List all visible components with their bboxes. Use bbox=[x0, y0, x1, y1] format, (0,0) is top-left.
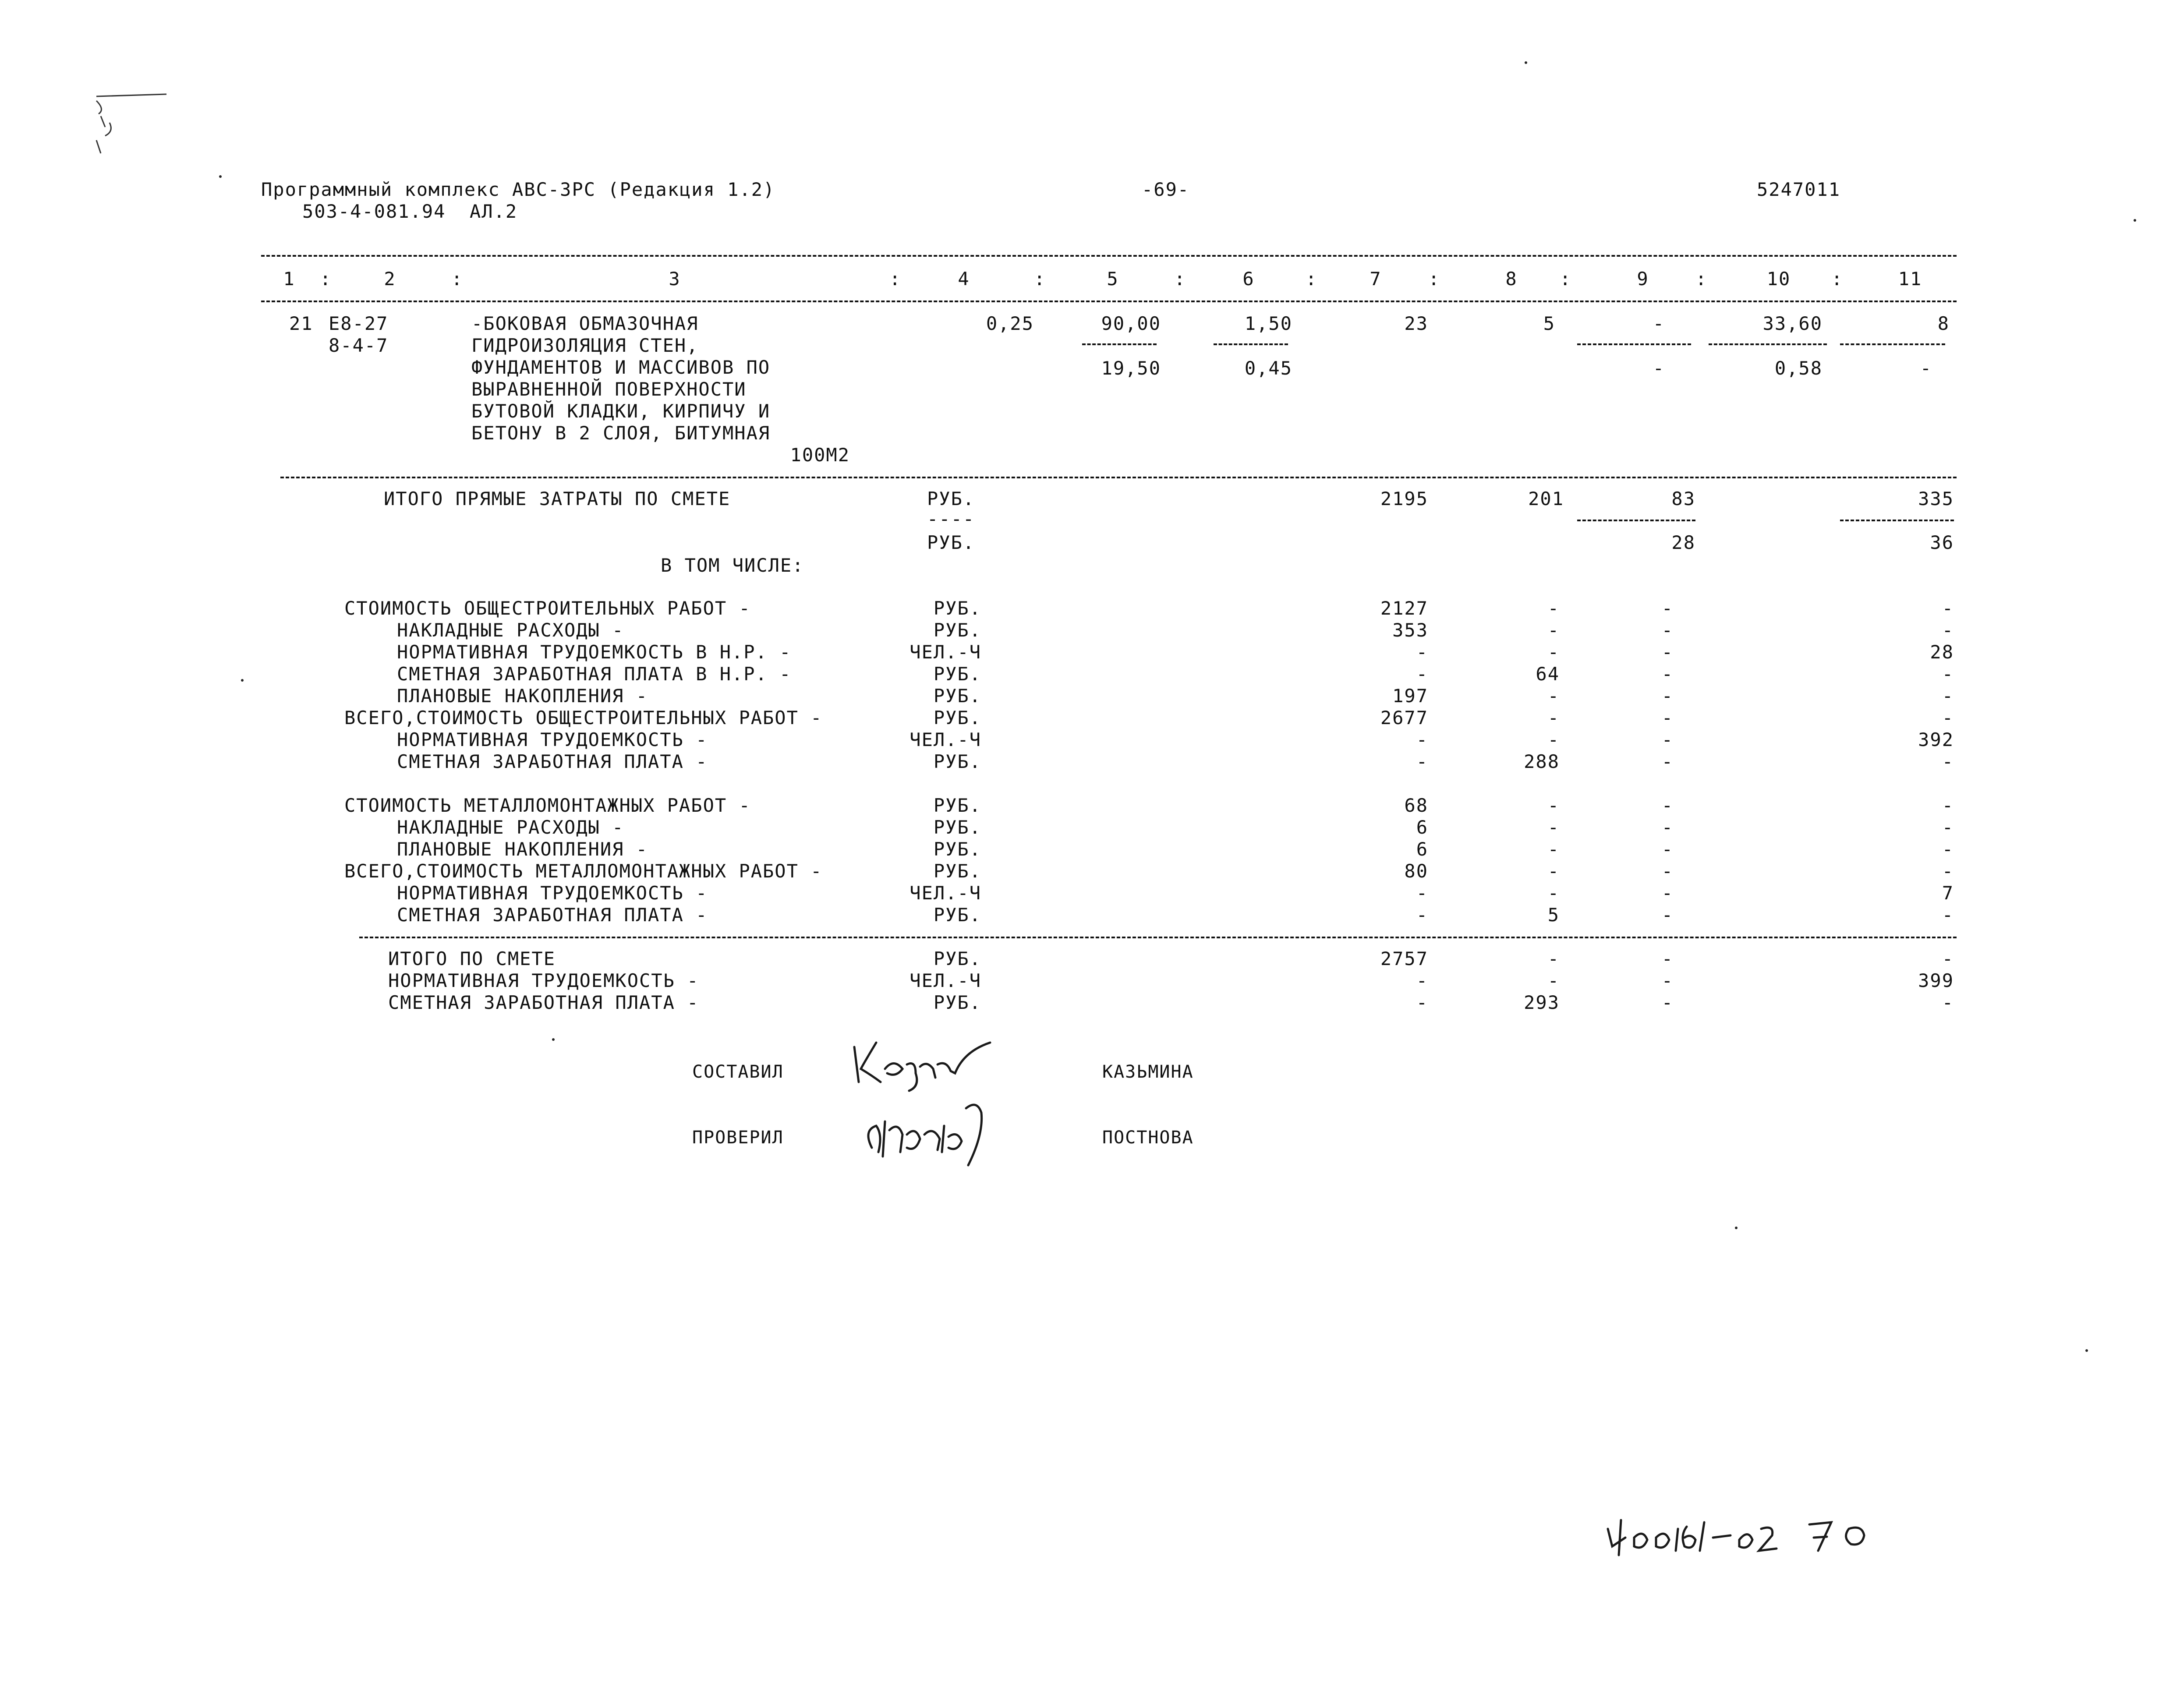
breakdown-row-label: СТОИМОСТЬ ОБЩЕСТРОИТЕЛЬНЫХ РАБОТ - bbox=[344, 598, 751, 619]
breakdown-row-col9: - bbox=[1661, 882, 1674, 904]
col6-divider bbox=[1214, 343, 1288, 345]
breakdown-row-col9: - bbox=[1661, 838, 1674, 860]
direct-col11-divider bbox=[1840, 520, 1954, 521]
breakdown-row-col7: 2127 bbox=[1380, 598, 1428, 619]
breakdown-row-label: НАКЛАДНЫЕ РАСХОДЫ - bbox=[397, 619, 624, 641]
direct-costs-label: ИТОГО ПРЯМЫЕ ЗАТРАТЫ ПО СМЕТЕ bbox=[384, 488, 731, 509]
breakdown-row-col9: - bbox=[1661, 641, 1674, 663]
item-col10-top: 33,60 bbox=[1762, 313, 1823, 334]
final-row-col9: - bbox=[1661, 992, 1674, 1013]
final-row-label: СМЕТНАЯ ЗАРАБОТНАЯ ПЛАТА - bbox=[388, 992, 699, 1013]
breakdown-row-unit: ЧЕЛ.-Ч bbox=[910, 641, 981, 663]
breakdown-row-col8: 288 bbox=[1524, 751, 1560, 772]
breakdown-row-col7: 6 bbox=[1416, 817, 1428, 838]
column-separator: : bbox=[320, 268, 332, 290]
column-separator: : bbox=[1428, 268, 1440, 290]
col10-divider bbox=[1709, 343, 1827, 345]
breakdown-row-col7: 2677 bbox=[1380, 707, 1428, 728]
breakdown-row-col11: - bbox=[1942, 619, 1954, 641]
breakdown-row-col7: - bbox=[1416, 882, 1428, 904]
final-row-col8: - bbox=[1547, 948, 1560, 969]
final-row-col9: - bbox=[1661, 970, 1674, 991]
direct-costs-col7: 2195 bbox=[1380, 488, 1428, 509]
direct-costs-unit-2: РУБ. bbox=[927, 532, 975, 553]
breakdown-row-label: НОРМАТИВНАЯ ТРУДОЕМКОСТЬ - bbox=[397, 729, 708, 750]
breakdown-row-unit: РУБ. bbox=[933, 795, 981, 816]
final-row-unit: РУБ. bbox=[933, 948, 981, 969]
breakdown-row-unit: ЧЕЛ.-Ч bbox=[910, 882, 981, 904]
item-description-line: БУТОВОЙ КЛАДКИ, КИРПИЧУ И bbox=[471, 400, 771, 422]
breakdown-row-unit: РУБ. bbox=[933, 619, 981, 641]
col5-divider bbox=[1082, 343, 1157, 345]
breakdown-row-col11: - bbox=[1942, 598, 1954, 619]
breakdown-row-unit: РУБ. bbox=[933, 817, 981, 838]
breakdown-row-col11: - bbox=[1942, 838, 1954, 860]
breakdown-row-col11: - bbox=[1942, 904, 1954, 926]
compiled-name: КАЗЬМИНА bbox=[1102, 1062, 1194, 1082]
direct-costs-col11-top: 335 bbox=[1918, 488, 1954, 509]
breakdown-row-col8: - bbox=[1547, 795, 1560, 816]
speck bbox=[219, 175, 222, 178]
breakdown-row-col11: - bbox=[1942, 685, 1954, 707]
breakdown-row-col11: 392 bbox=[1918, 729, 1954, 750]
breakdown-row-unit: РУБ. bbox=[933, 838, 981, 860]
breakdown-row-col7: 80 bbox=[1404, 860, 1428, 882]
item-col6-top: 1,50 bbox=[1244, 313, 1292, 334]
including-label: В ТОМ ЧИСЛЕ: bbox=[661, 555, 804, 576]
breakdown-row-unit: РУБ. bbox=[933, 598, 981, 619]
item-description-line: ГИДРОИЗОЛЯЦИЯ СТЕН, bbox=[471, 335, 699, 356]
breakdown-row-col11: - bbox=[1942, 817, 1954, 838]
column-number: 3 bbox=[669, 268, 681, 290]
checked-signature bbox=[859, 1095, 1008, 1170]
item-col9-bottom: - bbox=[1653, 357, 1665, 379]
breakdown-row-col11: - bbox=[1942, 707, 1954, 728]
item-col5-top: 90,00 bbox=[1101, 313, 1161, 334]
breakdown-row-label: НОРМАТИВНАЯ ТРУДОЕМКОСТЬ В Н.Р. - bbox=[397, 641, 792, 663]
item-description-line: ВЫРАВНЕННОЙ ПОВЕРХНОСТИ bbox=[471, 378, 747, 400]
final-row-col11: - bbox=[1942, 992, 1954, 1013]
breakdown-row-col8: - bbox=[1547, 882, 1560, 904]
direct-costs-unit: РУБ. bbox=[927, 488, 975, 509]
direct-costs-col11-bottom: 36 bbox=[1930, 532, 1954, 553]
breakdown-row-unit: РУБ. bbox=[933, 707, 981, 728]
breakdown-row-col8: - bbox=[1547, 619, 1560, 641]
breakdown-row-col9: - bbox=[1661, 685, 1674, 707]
breakdown-row-col7: 353 bbox=[1392, 619, 1428, 641]
final-row-col7: - bbox=[1416, 970, 1428, 991]
column-number: 10 bbox=[1766, 268, 1791, 290]
breakdown-row-col9: - bbox=[1661, 751, 1674, 772]
speck bbox=[552, 1038, 555, 1041]
final-row-col8: - bbox=[1547, 970, 1560, 991]
final-row-label: ИТОГО ПО СМЕТЕ bbox=[388, 948, 556, 969]
breakdown-row-label: СМЕТНАЯ ЗАРАБОТНАЯ ПЛАТА - bbox=[397, 751, 708, 772]
breakdown-row-col8: 5 bbox=[1547, 904, 1560, 926]
direct-costs-col9-top: 83 bbox=[1671, 488, 1695, 509]
item-col10-bottom: 0,58 bbox=[1774, 357, 1823, 379]
breakdown-row-unit: ЧЕЛ.-Ч bbox=[910, 729, 981, 750]
direct-costs-col9-bottom: 28 bbox=[1671, 532, 1695, 553]
item-number: 21 bbox=[289, 313, 313, 334]
item-col11-bottom: - bbox=[1920, 357, 1932, 379]
compiled-label: СОСТАВИЛ bbox=[692, 1062, 784, 1082]
column-number: 6 bbox=[1242, 268, 1255, 290]
speck bbox=[2085, 1349, 2088, 1352]
column-number: 1 bbox=[283, 268, 295, 290]
breakdown-row-label: ПЛАНОВЫЕ НАКОПЛЕНИЯ - bbox=[397, 838, 648, 860]
table-top-rule bbox=[261, 255, 1957, 257]
breakdown-row-col9: - bbox=[1661, 904, 1674, 926]
breakdown-row-label: НОРМАТИВНАЯ ТРУДОЕМКОСТЬ - bbox=[397, 882, 708, 904]
item-col11-top: 8 bbox=[1937, 313, 1950, 334]
checked-label: ПРОВЕРИЛ bbox=[692, 1128, 784, 1148]
breakdown-row-label: СМЕТНАЯ ЗАРАБОТНАЯ ПЛАТА - bbox=[397, 904, 708, 926]
item-col6-bottom: 0,45 bbox=[1244, 357, 1292, 379]
item-bottom-rule bbox=[280, 477, 1957, 478]
column-separator: : bbox=[1831, 268, 1844, 290]
breakdown-row-col9: - bbox=[1661, 860, 1674, 882]
item-col9-top: - bbox=[1653, 313, 1665, 334]
compiled-signature bbox=[846, 1034, 1003, 1095]
speck bbox=[1735, 1227, 1738, 1229]
breakdown-row-unit: РУБ. bbox=[933, 860, 981, 882]
speck bbox=[2134, 219, 2136, 222]
final-row-unit: РУБ. bbox=[933, 992, 981, 1013]
breakdown-row-col7: - bbox=[1416, 751, 1428, 772]
breakdown-row-col9: - bbox=[1661, 619, 1674, 641]
final-row-col8: 293 bbox=[1524, 992, 1560, 1013]
item-col7: 23 bbox=[1404, 313, 1428, 334]
final-row-col7: - bbox=[1416, 992, 1428, 1013]
breakdown-row-col8: 64 bbox=[1536, 663, 1560, 685]
breakdown-row-col7: - bbox=[1416, 663, 1428, 685]
breakdown-row-label: НАКЛАДНЫЕ РАСХОДЫ - bbox=[397, 817, 624, 838]
breakdown-row-label: СТОИМОСТЬ МЕТАЛЛОМОНТАЖНЫХ РАБОТ - bbox=[344, 795, 751, 816]
breakdown-row-col8: - bbox=[1547, 838, 1560, 860]
breakdown-row-col7: - bbox=[1416, 729, 1428, 750]
final-row-col9: - bbox=[1661, 948, 1674, 969]
speck bbox=[1525, 61, 1527, 64]
corner-stamp-mark bbox=[88, 88, 175, 162]
breakdown-row-label: ПЛАНОВЫЕ НАКОПЛЕНИЯ - bbox=[397, 685, 648, 707]
final-row-label: НОРМАТИВНАЯ ТРУДОЕМКОСТЬ - bbox=[388, 970, 699, 991]
item-description-line: БЕТОНУ В 2 СЛОЯ, БИТУМНАЯ bbox=[471, 422, 771, 444]
breakdown-row-col9: - bbox=[1661, 817, 1674, 838]
final-row-unit: ЧЕЛ.-Ч bbox=[910, 970, 981, 991]
breakdown-row-col8: - bbox=[1547, 685, 1560, 707]
column-separator: : bbox=[1560, 268, 1572, 290]
breakdown-row-label: СМЕТНАЯ ЗАРАБОТНАЯ ПЛАТА В Н.Р. - bbox=[397, 663, 792, 685]
item-quantity: 0,25 bbox=[986, 313, 1034, 334]
direct-costs-unit-dash: ---- bbox=[927, 508, 975, 530]
column-number: 8 bbox=[1505, 268, 1518, 290]
breakdown-row-label: ВСЕГО,СТОИМОСТЬ МЕТАЛЛОМОНТАЖНЫХ РАБОТ - bbox=[344, 860, 823, 882]
breakdown-row-col7: 68 bbox=[1404, 795, 1428, 816]
breakdown-row-unit: РУБ. bbox=[933, 751, 981, 772]
final-row-col7: 2757 bbox=[1380, 948, 1428, 969]
breakdown-row-col8: - bbox=[1547, 598, 1560, 619]
checked-name: ПОСТНОВА bbox=[1102, 1128, 1194, 1148]
page-number: -69- bbox=[1142, 179, 1190, 200]
project-code: 503-4-081.94 АЛ.2 bbox=[302, 201, 518, 222]
program-title: Программный комплекс АВС-3РС (Редакция 1.2) bbox=[261, 179, 775, 200]
direct-col9-divider bbox=[1577, 520, 1695, 521]
breakdown-row-col7: 197 bbox=[1392, 685, 1428, 707]
breakdown-row-col11: 28 bbox=[1930, 641, 1954, 663]
breakdown-row-col9: - bbox=[1661, 598, 1674, 619]
breakdown-row-col8: - bbox=[1547, 860, 1560, 882]
breakdown-row-col9: - bbox=[1661, 663, 1674, 685]
column-separator: : bbox=[1034, 268, 1046, 290]
column-number: 7 bbox=[1370, 268, 1382, 290]
item-code-1: Е8-27 bbox=[329, 313, 389, 334]
item-col8: 5 bbox=[1543, 313, 1555, 334]
item-description-line: -БОКОВАЯ ОБМАЗОЧНАЯ bbox=[471, 313, 699, 334]
breakdown-row-label: ВСЕГО,СТОИМОСТЬ ОБЩЕСТРОИТЕЛЬНЫХ РАБОТ - bbox=[344, 707, 823, 728]
column-separator: : bbox=[1695, 268, 1708, 290]
breakdown-row-col9: - bbox=[1661, 707, 1674, 728]
breakdown-row-col11: - bbox=[1942, 663, 1954, 685]
breakdown-row-col11: - bbox=[1942, 795, 1954, 816]
direct-costs-col8: 201 bbox=[1528, 488, 1564, 509]
document-number: 5247011 bbox=[1757, 179, 1841, 200]
item-col5-bottom: 19,50 bbox=[1101, 357, 1161, 379]
speck bbox=[241, 679, 244, 682]
breakdown-row-unit: РУБ. bbox=[933, 685, 981, 707]
column-number: 4 bbox=[958, 268, 970, 290]
item-unit: 100М2 bbox=[790, 444, 850, 466]
column-separator: : bbox=[889, 268, 902, 290]
breakdown-row-col7: - bbox=[1416, 904, 1428, 926]
breakdown-row-col8: - bbox=[1547, 707, 1560, 728]
breakdown-row-unit: РУБ. bbox=[933, 663, 981, 685]
column-number: 11 bbox=[1898, 268, 1922, 290]
col9-divider bbox=[1577, 343, 1691, 345]
final-row-col11: 399 bbox=[1918, 970, 1954, 991]
breakdown-row-col7: - bbox=[1416, 641, 1428, 663]
col11-divider bbox=[1840, 343, 1945, 345]
breakdown-row-col11: - bbox=[1942, 751, 1954, 772]
breakdown-row-col8: - bbox=[1547, 641, 1560, 663]
breakdown-row-col8: - bbox=[1547, 729, 1560, 750]
item-description-line: ФУНДАМЕНТОВ И МАССИВОВ ПО bbox=[471, 357, 771, 378]
breakdown-row-col11: 7 bbox=[1942, 882, 1954, 904]
header-bottom-rule bbox=[261, 301, 1957, 302]
handwritten-archive-number bbox=[1603, 1503, 1884, 1564]
column-number: 5 bbox=[1107, 268, 1119, 290]
column-separator: : bbox=[451, 268, 464, 290]
breakdown-row-col9: - bbox=[1661, 729, 1674, 750]
breakdown-row-col11: - bbox=[1942, 860, 1954, 882]
final-row-col11: - bbox=[1942, 948, 1954, 969]
breakdown-row-unit: РУБ. bbox=[933, 904, 981, 926]
final-top-rule bbox=[359, 937, 1957, 938]
breakdown-row-col7: 6 bbox=[1416, 838, 1428, 860]
column-number: 9 bbox=[1637, 268, 1649, 290]
breakdown-row-col8: - bbox=[1547, 817, 1560, 838]
column-separator: : bbox=[1306, 268, 1318, 290]
column-number: 2 bbox=[384, 268, 396, 290]
column-separator: : bbox=[1174, 268, 1186, 290]
item-code-2: 8-4-7 bbox=[329, 335, 389, 356]
breakdown-row-col9: - bbox=[1661, 795, 1674, 816]
